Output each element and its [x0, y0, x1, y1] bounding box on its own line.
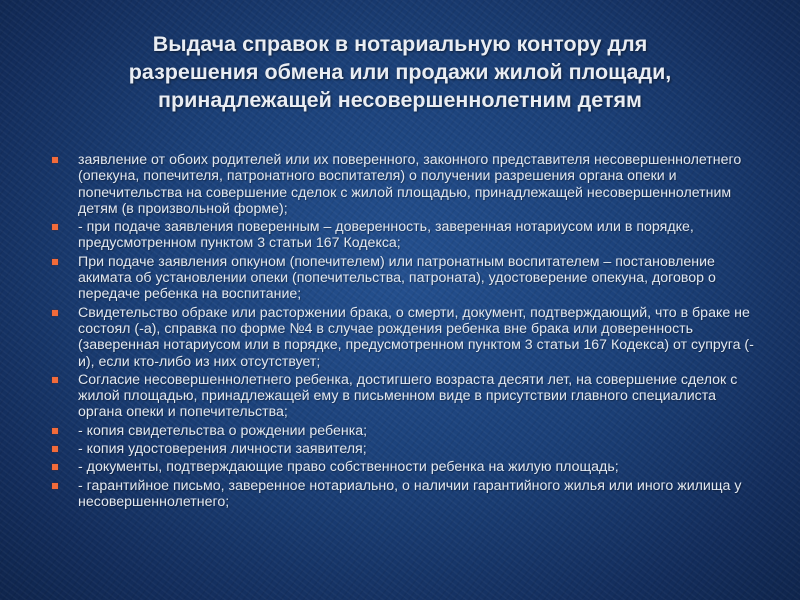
list-item	[52, 372, 757, 421]
list-item	[52, 459, 757, 475]
square-bullet-icon	[52, 224, 58, 230]
slide-title	[40, 30, 760, 114]
list-item-text: Свидетельство обраке или расторжении брака, о смерти, документ, подтверждающий, что в браке не состоял (-а), справка по форме №4 в случае рождения ребенка вне брака или доверенность (заверенная нотариусом или в порядке, предусмотренном пунктом 3 статьи 167 Кодекса) от супруга (-и), если кто-либо из них отсутствует;	[78, 304, 754, 370]
list-item	[52, 152, 757, 217]
list-item	[52, 423, 757, 439]
list-item	[52, 441, 757, 457]
square-bullet-icon	[52, 428, 58, 434]
list-item-text: - при подаче заявления поверенным – доверенность, заверенная нотариусом или в порядке, предусмотренном пунктом 3 статьи 167 Кодекса;	[78, 219, 694, 252]
square-bullet-icon	[52, 483, 58, 489]
list-item	[52, 305, 757, 370]
title-line: принадлежащей несовершеннолетним детям	[158, 88, 642, 112]
list-item-text: Согласие несовершеннолетнего ребенка, достигшего возраста десяти лет, на совершение сделок с жилой площадью, принадлежащей ему в письменном виде в присутствии главного специалиста органа опеки и попечительства;	[78, 371, 738, 421]
square-bullet-icon	[52, 310, 58, 316]
list-item-text: - документы, подтверждающие право собственности ребенка на жилую площадь;	[78, 459, 619, 476]
square-bullet-icon	[52, 464, 58, 470]
square-bullet-icon	[52, 446, 58, 452]
list-item	[52, 219, 757, 252]
list-item	[52, 254, 757, 303]
list-item-text: - копия удостоверения личности заявителя;	[78, 441, 367, 458]
title-line: разрешения обмена или продажи жилой площади,	[128, 60, 672, 84]
list-item-text: - гарантийное письмо, заверенное нотариально, о наличии гарантийного жилья или иного жилища у несовершеннолетнего;	[78, 477, 742, 510]
square-bullet-icon	[52, 157, 58, 163]
list-item-text: заявление от обоих родителей или их поверенного, законного представителя несовершеннолетнего (опекуна, попечителя, патронатного воспитателя) о получении разрешения органа опеки и попечительства на совершение сделок с жилой площадью, принадлежащей несовершеннолетним детям (в произвольной форме);	[78, 152, 742, 217]
square-bullet-icon	[52, 259, 58, 265]
list-item	[52, 478, 757, 511]
list-item-text: При подаче заявления опкуном (попечителем) или патронатным воспитателем – постановление акимата об установлении опеки (попечительства, патроната), удостоверение опекуна, договор о передаче ребенка на воспитание;	[78, 253, 716, 303]
title-line: Выдача справок в нотариальную контору для	[152, 32, 648, 56]
document-list	[52, 152, 757, 512]
square-bullet-icon	[52, 377, 58, 383]
list-item-text: - копия свидетельства о рождении ребенка;	[78, 422, 368, 439]
